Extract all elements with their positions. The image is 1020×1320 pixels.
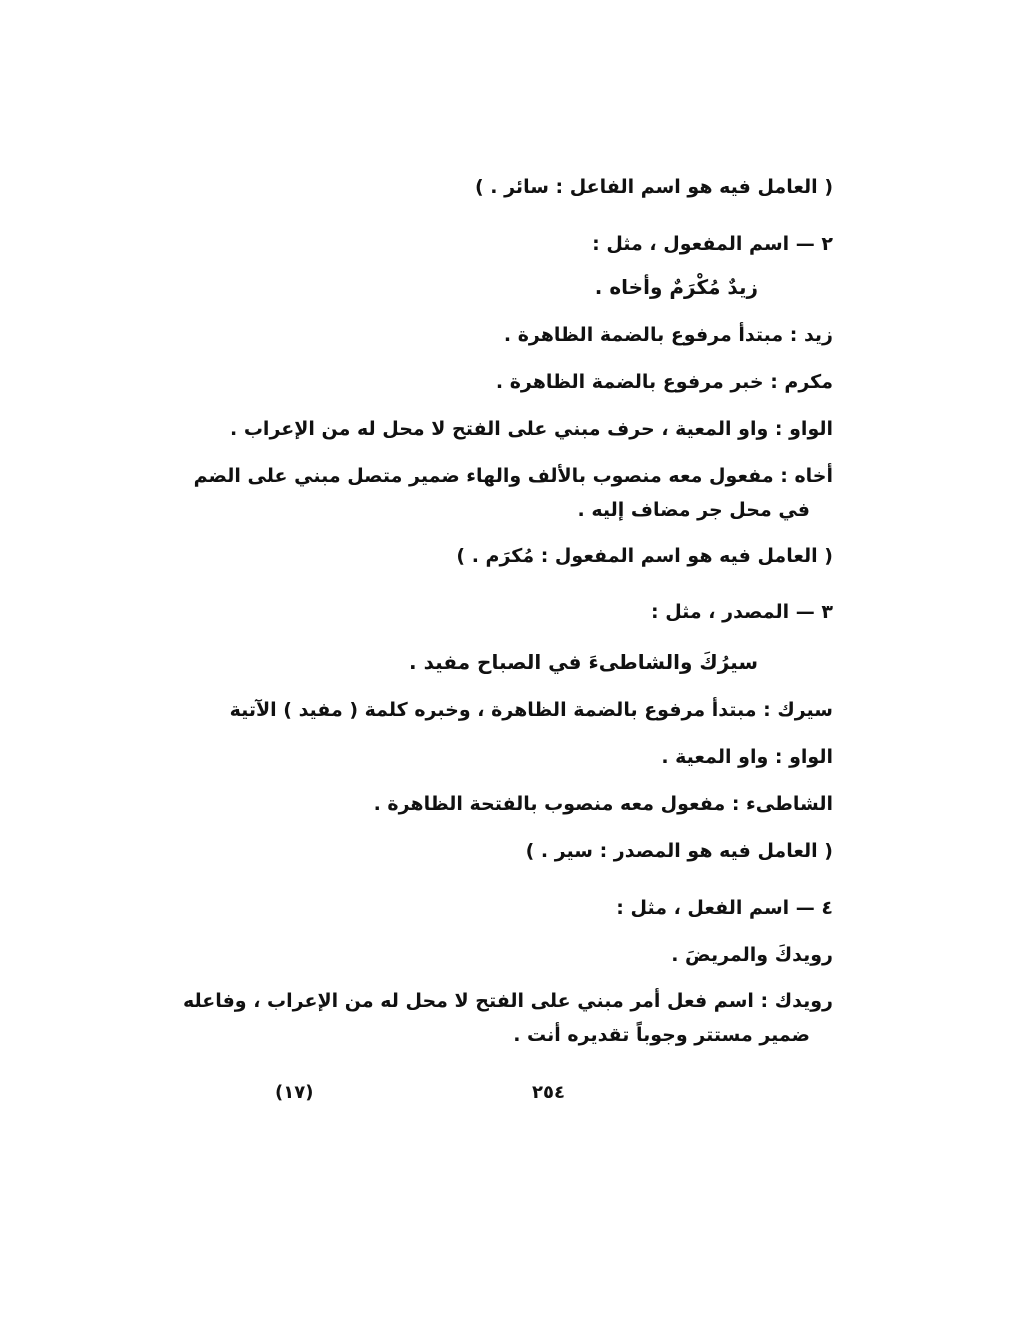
folio-number: (١٧) — [275, 1082, 314, 1103]
page-number: ٢٥٤ — [532, 1082, 565, 1103]
example-sentence: سيرُكَ والشاطىءَ في الصباح مفيد . — [409, 650, 758, 674]
text-line: الشاطىء : مفعول معه منصوب بالفتحة الظاهرة . — [373, 793, 833, 815]
text-line: ( العامل فيه هو اسم المفعول : مُكرَم . ) — [456, 545, 833, 567]
example-sentence: زيدٌ مُكْرَمٌ وأخاه . — [594, 275, 758, 299]
example-sentence: رويدكَ والمريضَ . — [671, 944, 833, 966]
section-heading: ٤ — اسم الفعل ، مثل : — [616, 897, 833, 919]
text-line: الواو : واو المعية . — [661, 746, 833, 768]
text-line-continuation: في محل جر مضاف إليه . — [577, 499, 810, 521]
section-heading: ٢ — اسم المفعول ، مثل : — [592, 233, 833, 255]
text-line: زيد : مبتدأ مرفوع بالضمة الظاهرة . — [503, 324, 833, 346]
text-line-continuation: ضمير مستتر وجوباً تقديره أنت . — [513, 1024, 810, 1046]
text-line: أخاه : مفعول معه منصوب بالألف والهاء ضمير متصل مبني على الضم — [193, 465, 833, 487]
text-line: ( العامل فيه هو المصدر : سير . ) — [525, 840, 833, 862]
text-line: مكرم : خبر مرفوع بالضمة الظاهرة . — [495, 371, 833, 393]
text-line: رويدك : اسم فعل أمر مبني على الفتح لا محل له من الإعراب ، وفاعله — [182, 990, 833, 1012]
text-line: ( العامل فيه هو اسم الفاعل : سائر . ) — [474, 176, 833, 198]
section-heading: ٣ — المصدر ، مثل : — [651, 601, 833, 623]
text-line: سيرك : مبتدأ مرفوع بالضمة الظاهرة ، وخبره كلمة ( مفيد ) الآتية — [229, 699, 833, 721]
text-line: الواو : واو المعية ، حرف مبني على الفتح لا محل له من الإعراب . — [230, 418, 833, 440]
